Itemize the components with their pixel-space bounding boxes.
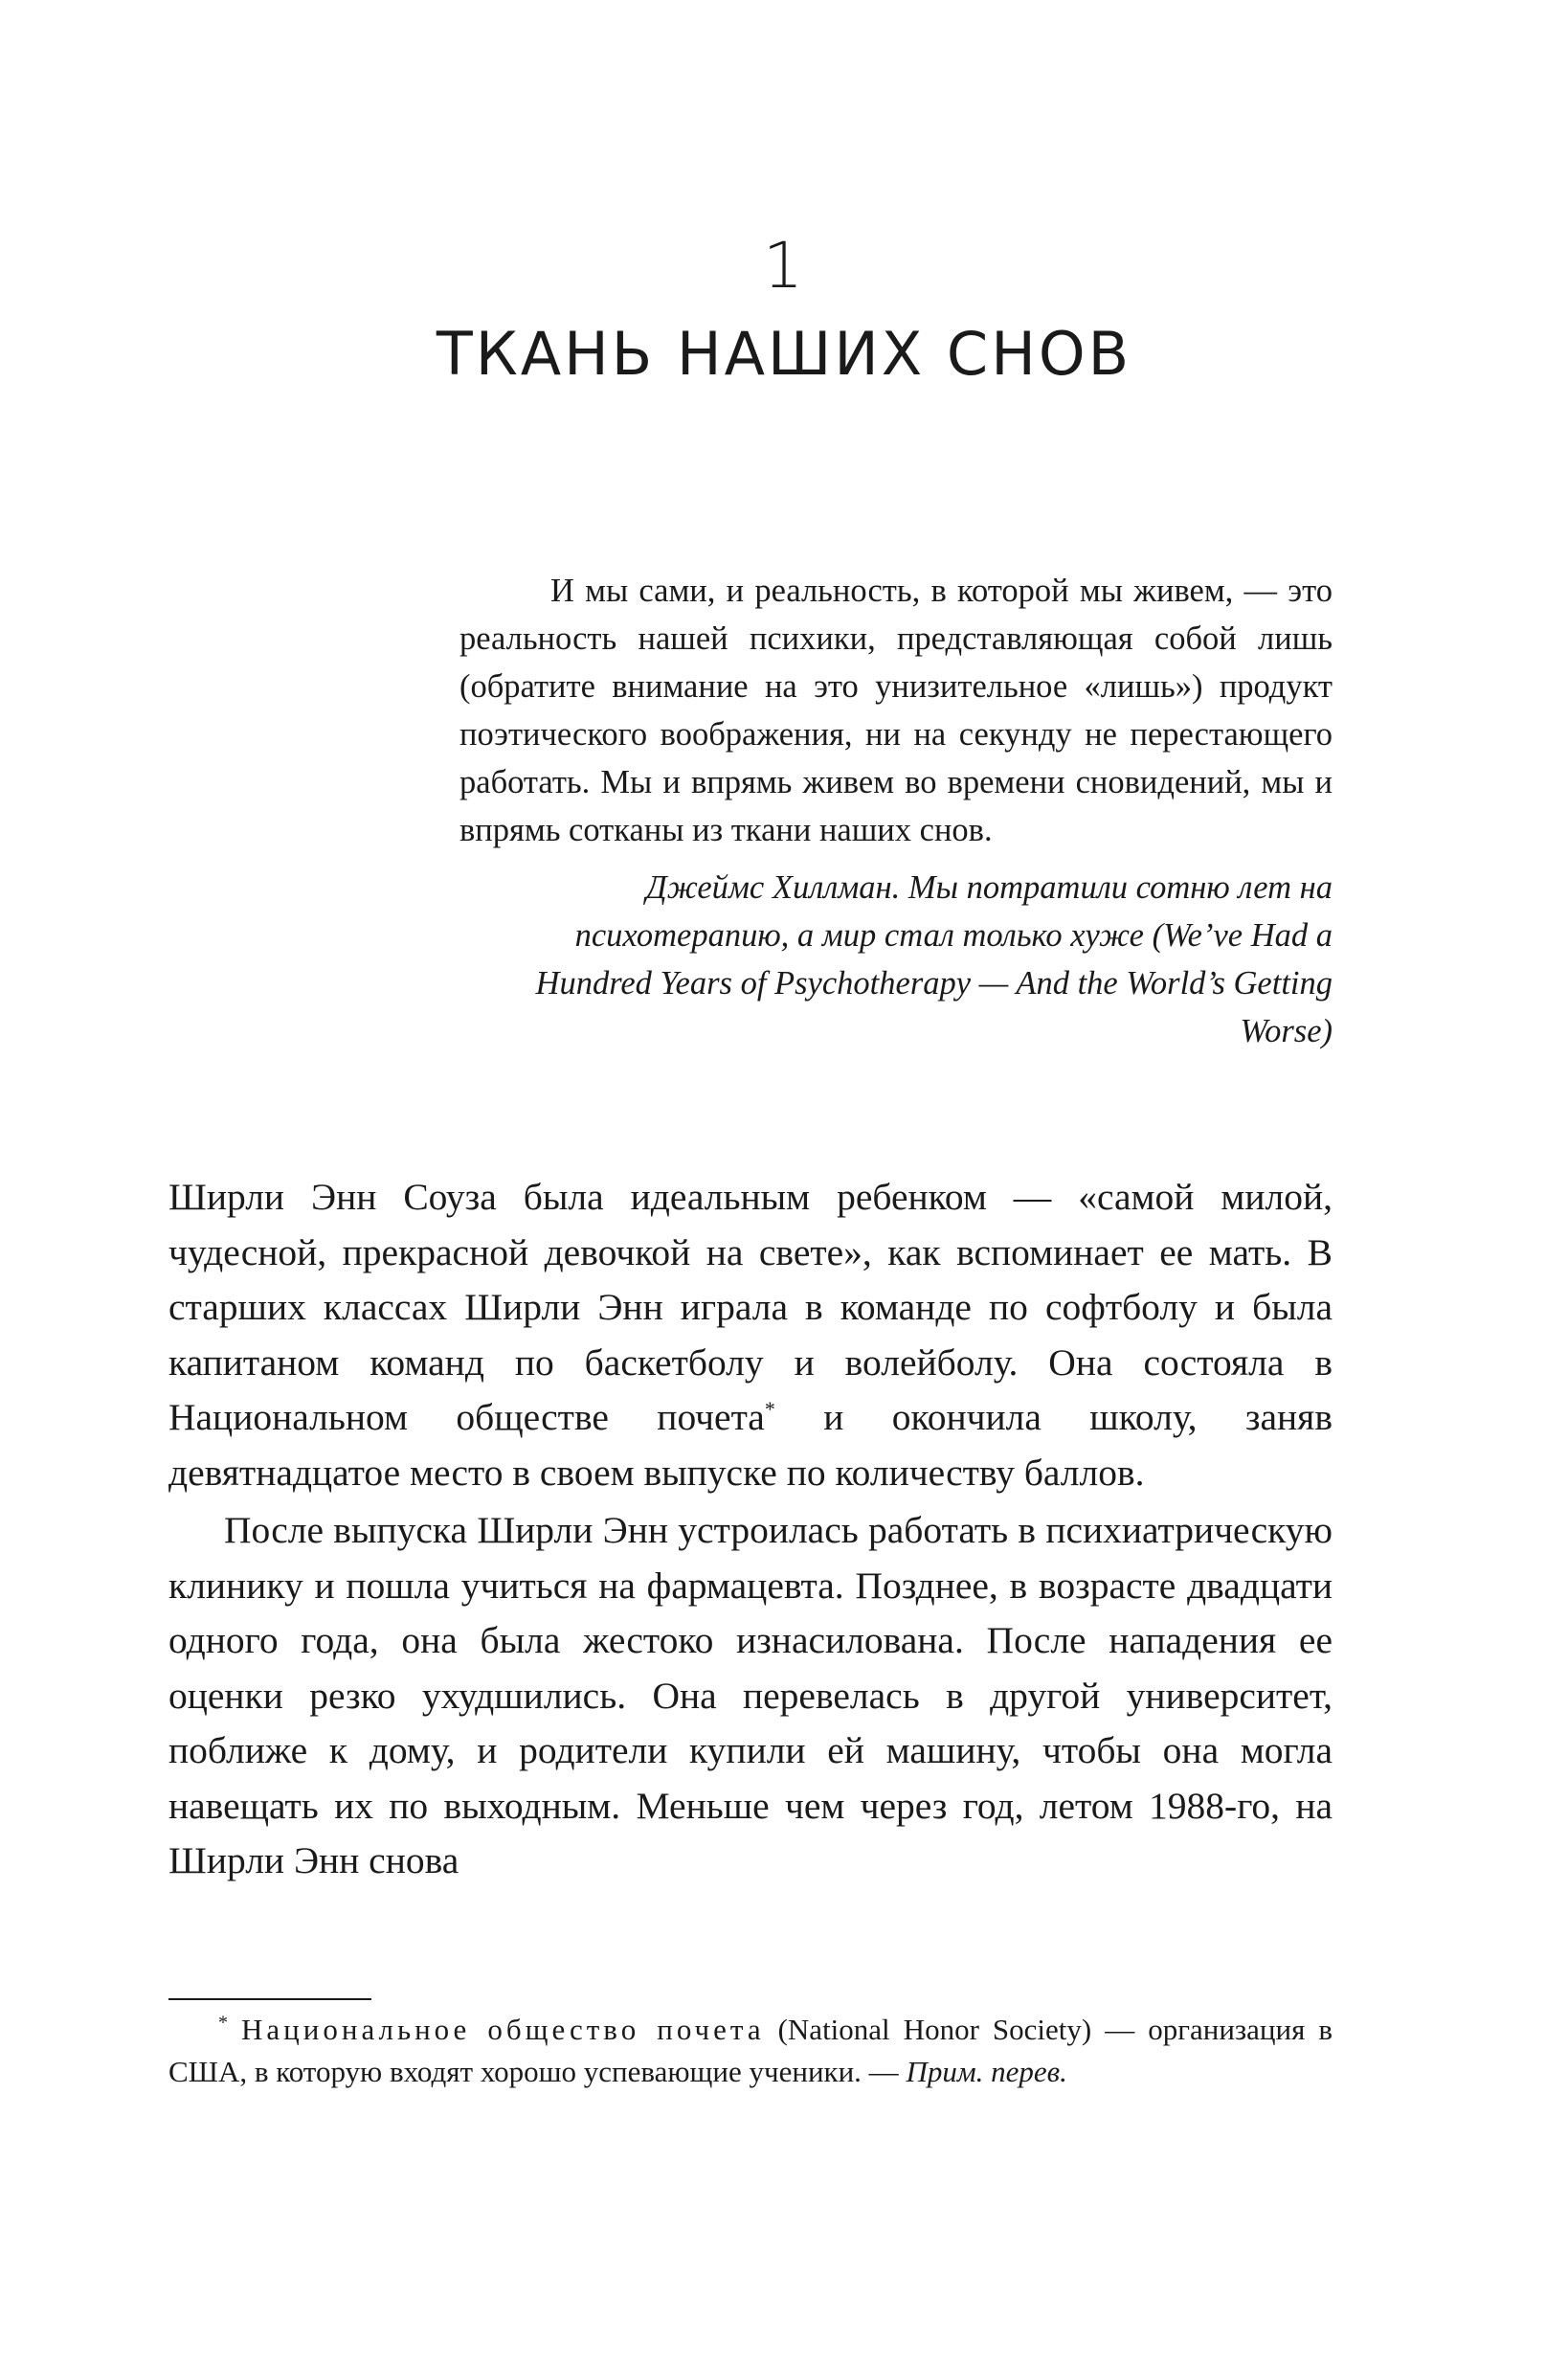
footnote-marker: * — [218, 2012, 228, 2034]
paragraph-1-part-1: Ширли Энн Соуза была идеальным ребенком — «самой милой, чудесной, прекрасной девочкой на свете», как вспоминает ее мать. В старших классах Ширли Энн играла в команде по софтболу и была капитаном команд по баскетболу и волейболу. Она состояла в Национальном обществе почета — [168, 1176, 1333, 1438]
footnote-divider — [168, 1998, 371, 2000]
chapter-number: 1 — [763, 229, 805, 303]
paragraph-1 — [168, 1170, 1333, 1500]
paragraph-1-part-2: и окончила школу, заняв девятнадцатое место в своем выпуске по количеству баллов. — [168, 1396, 1333, 1494]
epigraph-source: Джеймс Хиллман. Мы потратили сотню лет на психотерапию, а мир стал только хуже (We’ve Had a Hundred Years of Psychotherapy — And the World’s Getting Worse) — [535, 869, 1333, 1049]
footnote-term: Национальное общество почета — [241, 2013, 765, 2046]
paragraph-2: После выпуска Ширли Энн устроилась работать в психиатрическую клинику и пошла учиться на фармацевта. Позднее, в возрасте двадцати одного года, она была жестоко изнасилована. После нападения ее оценки резко ухудшились. Она перевелась в другой университет, поближе к дому, и родители купили ей машину, чтобы она могла навещать их по выходным. Меньше чем через год, летом 1988-го, на Ширли Энн снова — [168, 1509, 1333, 1881]
footnote-text: (National Honor Society) — организация в США, в которую входят хорошо успевающие ученики. — — [168, 2013, 1333, 2088]
epigraph — [459, 567, 1333, 1055]
footnote-translator-note: Прим. перев. — [906, 2055, 1067, 2088]
body-text — [168, 1170, 1333, 1889]
epigraph-text: И мы сами, и реальность, в которой мы живем, — это реальность нашей психики, представляющая собой лишь (обратите внимание на это унизительное «лишь») продукт поэтического воображения, ни на секунду не перестающего работать. Мы и впрямь живем во времени сновидений, мы и впрямь сотканы из ткани наших снов. — [459, 573, 1333, 848]
footnote-reference-mark: * — [764, 1396, 775, 1421]
footnote — [168, 2009, 1333, 2093]
chapter-title: ТКАНЬ НАШИХ СНОВ — [436, 319, 1132, 389]
